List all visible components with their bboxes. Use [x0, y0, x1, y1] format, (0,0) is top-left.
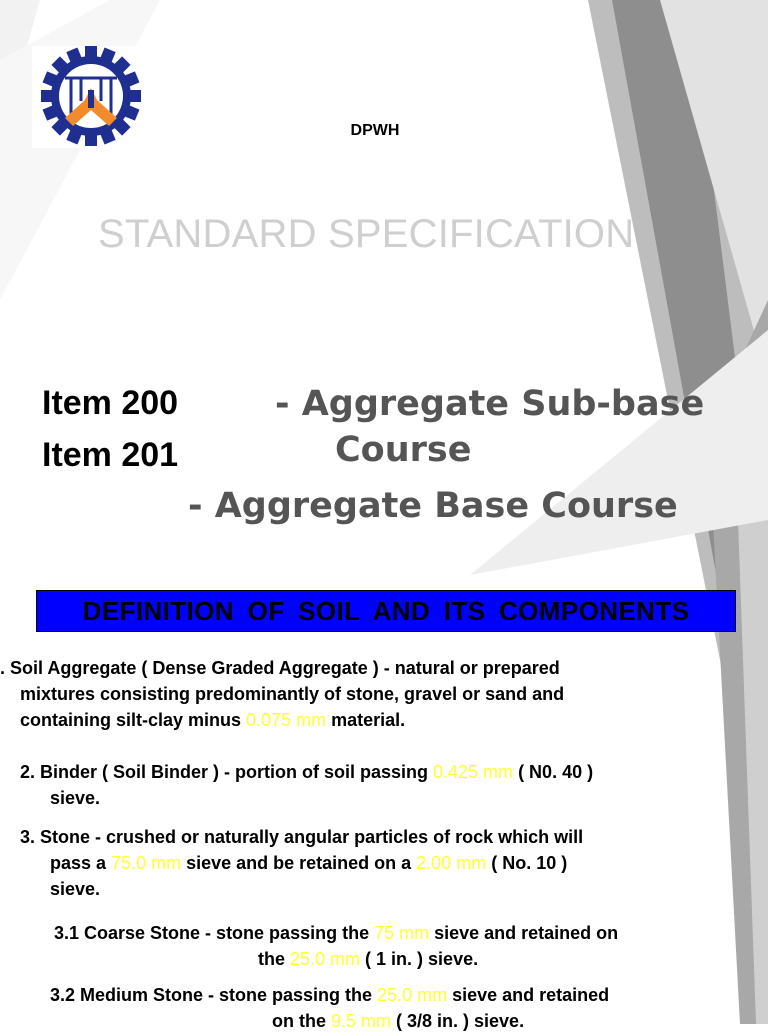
def1-line3-post: material. — [326, 710, 406, 730]
def3-line2-mid: sieve and be retained on a — [181, 853, 417, 873]
def32-line2 — [50, 1008, 609, 1034]
definition-coarse-stone — [54, 920, 618, 972]
def32-line1 — [50, 982, 609, 1008]
definition-binder — [20, 759, 593, 811]
def31-line1-post: sieve and retained on — [429, 923, 619, 943]
dpwh-gear-logo-icon — [32, 46, 150, 148]
def3-line1: 3. Stone - crushed or naturally angular particles of rock which will — [20, 827, 584, 847]
item-201-label: Item 201 — [42, 436, 179, 474]
def32-line1-post: sieve and retained — [447, 985, 610, 1005]
def3-line2 — [20, 850, 583, 876]
def3-value1: 75.0 mm — [111, 853, 182, 873]
definition-banner — [36, 590, 736, 632]
def32-line1-pre: 3.2 Medium Stone - stone passing the — [50, 985, 378, 1005]
def1-line3 — [0, 707, 564, 733]
def31-value2: 25.0 mm — [290, 949, 361, 969]
def1-line3-pre: containing silt-clay minus — [20, 710, 247, 730]
dpwh-logo — [32, 46, 150, 148]
def2-line1-pre: 2. Binder ( Soil Binder ) - portion of soil passing — [20, 762, 434, 782]
def3-value2: 2.00 mm — [416, 853, 487, 873]
definition-stone — [20, 824, 583, 902]
item-201-title: - Aggregate Base Course — [188, 486, 678, 526]
def32-line2-post: ( 3/8 in. ) sieve. — [391, 1011, 525, 1031]
def31-line1-pre: 3.1 Coarse Stone - stone passing the — [54, 923, 375, 943]
definition-soil-aggregate — [0, 655, 564, 733]
page-heading: STANDARD SPECIFICATION — [98, 212, 635, 256]
def2-line1 — [20, 759, 593, 785]
def2-line1-post: ( N0. 40 ) — [513, 762, 594, 782]
item-200-title-cont: Course — [335, 430, 472, 470]
definition-medium-stone — [50, 982, 609, 1034]
def1-line1: . Soil Aggregate ( Dense Graded Aggregate ) - natural or prepared — [0, 658, 560, 678]
item-200-title: - Aggregate Sub-base — [275, 384, 705, 424]
def2-line2: sieve. — [50, 788, 101, 808]
def3-line3: sieve. — [50, 879, 101, 899]
def31-line2-post: ( 1 in. ) sieve. — [360, 949, 479, 969]
def31-line1 — [54, 920, 618, 946]
item-200-label: Item 200 — [42, 384, 179, 422]
def32-value1: 25.0 mm — [377, 985, 448, 1005]
def1-line2: mixtures consisting predominantly of stone, gravel or sand and — [20, 684, 565, 704]
def3-line2-pre: pass a — [50, 853, 112, 873]
def32-value2: 9.5 mm — [331, 1011, 392, 1031]
agency-name: DPWH — [350, 122, 400, 139]
def32-line2-pre: on the — [272, 1011, 331, 1031]
def1-value: 0.075 mm — [246, 710, 327, 730]
def31-line2-pre: the — [258, 949, 291, 969]
def31-value1: 75 mm — [374, 923, 430, 943]
def31-line2 — [54, 946, 618, 972]
def2-value: 0.425 mm — [433, 762, 514, 782]
definition-banner-text: DEFINITION OF SOIL AND ITS COMPONENTS — [82, 595, 690, 626]
def3-line2-post: ( No. 10 ) — [486, 853, 568, 873]
